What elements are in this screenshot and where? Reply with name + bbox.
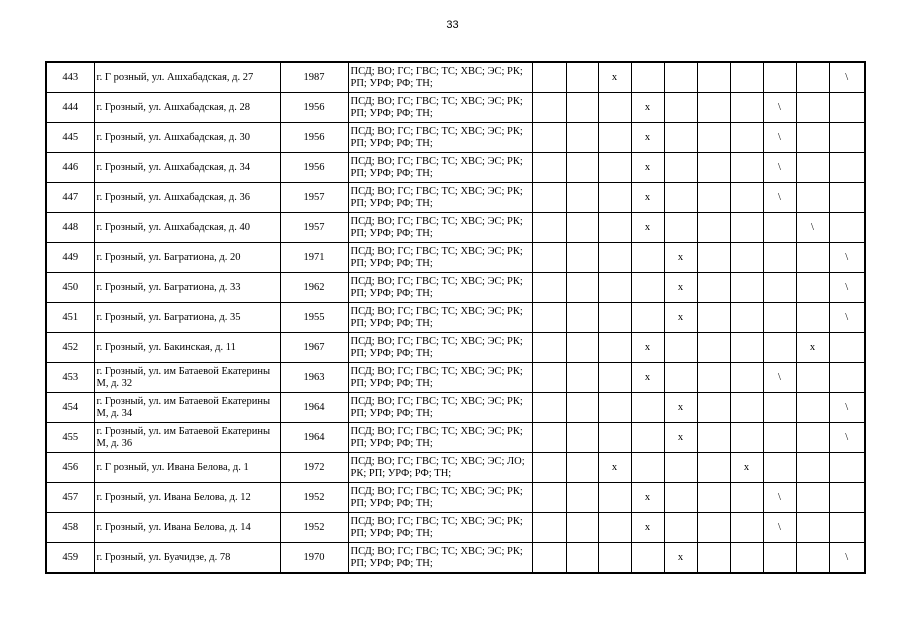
mark-cell: x — [598, 453, 631, 483]
mark-cell — [796, 93, 829, 123]
mark-cell: \ — [829, 273, 865, 303]
mark-cell — [697, 483, 730, 513]
table-row — [46, 123, 865, 153]
address-cell: г. Г розный, ул. Ивана Белова, д. 1 — [94, 453, 280, 483]
year-cell: 1956 — [280, 123, 348, 153]
mark-cell: \ — [829, 62, 865, 93]
mark-cell: x — [664, 273, 697, 303]
mark-cell — [664, 213, 697, 243]
mark-cell — [829, 483, 865, 513]
mark-cell — [763, 453, 796, 483]
mark-cell — [796, 243, 829, 273]
mark-cell — [730, 393, 763, 423]
mark-cell — [598, 423, 631, 453]
mark-cell: x — [631, 363, 664, 393]
mark-cell — [730, 423, 763, 453]
mark-cell — [566, 483, 598, 513]
mark-cell: x — [796, 333, 829, 363]
mark-cell — [566, 183, 598, 213]
mark-cell — [829, 363, 865, 393]
mark-cell — [796, 513, 829, 543]
mark-cell — [763, 423, 796, 453]
mark-cell — [697, 363, 730, 393]
mark-cell — [664, 153, 697, 183]
mark-cell — [697, 543, 730, 574]
address-cell: г. Грозный, ул. Ивана Белова, д. 14 — [94, 513, 280, 543]
mark-cell — [664, 333, 697, 363]
address-cell: г. Грозный, ул. им Батаевой Екатерины М, д. 32 — [94, 363, 280, 393]
table-row — [46, 483, 865, 513]
housing-register-table — [45, 61, 866, 574]
year-cell: 1987 — [280, 62, 348, 93]
address-cell: г. Грозный, ул. Ашхабадская, д. 28 — [94, 93, 280, 123]
services-cell: ПСД; ВО; ГС; ГВС; ТС; ХВС; ЭС; РК; РП; УРФ; РФ; ТН; — [348, 333, 532, 363]
mark-cell: \ — [829, 243, 865, 273]
address-cell: г. Г розный, ул. Ашхабадская, д. 27 — [94, 62, 280, 93]
mark-cell — [763, 243, 796, 273]
row-number-cell: 444 — [46, 93, 94, 123]
mark-cell — [697, 153, 730, 183]
mark-cell — [598, 363, 631, 393]
mark-cell — [796, 483, 829, 513]
mark-cell — [566, 453, 598, 483]
mark-cell — [598, 333, 631, 363]
year-cell: 1964 — [280, 423, 348, 453]
row-number-cell: 459 — [46, 543, 94, 574]
mark-cell: \ — [763, 93, 796, 123]
mark-cell — [730, 333, 763, 363]
mark-cell — [796, 183, 829, 213]
table-row — [46, 393, 865, 423]
mark-cell — [730, 153, 763, 183]
mark-cell — [631, 423, 664, 453]
year-cell: 1970 — [280, 543, 348, 574]
mark-cell — [532, 363, 566, 393]
mark-cell — [664, 483, 697, 513]
row-number-cell: 454 — [46, 393, 94, 423]
mark-cell — [697, 423, 730, 453]
mark-cell — [598, 93, 631, 123]
row-number-cell: 445 — [46, 123, 94, 153]
mark-cell — [532, 423, 566, 453]
row-number-cell: 448 — [46, 213, 94, 243]
row-number-cell: 449 — [46, 243, 94, 273]
mark-cell: \ — [829, 393, 865, 423]
row-number-cell: 457 — [46, 483, 94, 513]
row-number-cell: 458 — [46, 513, 94, 543]
mark-cell: x — [631, 483, 664, 513]
table-row — [46, 513, 865, 543]
mark-cell: x — [598, 62, 631, 93]
row-number-cell: 455 — [46, 423, 94, 453]
services-cell: ПСД; ВО; ГС; ГВС; ТС; ХВС; ЭС; РК; РП; УРФ; РФ; ТН; — [348, 483, 532, 513]
address-cell: г. Грозный, ул. им Батаевой Екатерины М, д. 34 — [94, 393, 280, 423]
mark-cell: x — [631, 183, 664, 213]
services-cell: ПСД; ВО; ГС; ГВС; ТС; ХВС; ЭС; РК; РП; УРФ; РФ; ТН; — [348, 153, 532, 183]
mark-cell — [730, 543, 763, 574]
mark-cell — [796, 62, 829, 93]
mark-cell — [763, 543, 796, 574]
mark-cell: x — [664, 393, 697, 423]
mark-cell: \ — [796, 213, 829, 243]
table-row — [46, 243, 865, 273]
mark-cell: \ — [763, 513, 796, 543]
mark-cell — [598, 543, 631, 574]
mark-cell: x — [730, 453, 763, 483]
address-cell: г. Грозный, ул. Ашхабадская, д. 40 — [94, 213, 280, 243]
year-cell: 1964 — [280, 393, 348, 423]
mark-cell — [763, 273, 796, 303]
mark-cell — [763, 303, 796, 333]
year-cell: 1952 — [280, 513, 348, 543]
page-number: 33 — [446, 19, 459, 31]
year-cell: 1957 — [280, 183, 348, 213]
mark-cell — [598, 153, 631, 183]
mark-cell — [631, 273, 664, 303]
mark-cell — [532, 513, 566, 543]
mark-cell — [730, 123, 763, 153]
mark-cell — [697, 123, 730, 153]
mark-cell: x — [631, 333, 664, 363]
mark-cell — [532, 273, 566, 303]
mark-cell: \ — [829, 423, 865, 453]
mark-cell — [796, 123, 829, 153]
table-row — [46, 453, 865, 483]
mark-cell — [730, 363, 763, 393]
mark-cell — [566, 213, 598, 243]
mark-cell — [532, 483, 566, 513]
mark-cell — [697, 303, 730, 333]
row-number-cell: 450 — [46, 273, 94, 303]
mark-cell — [532, 303, 566, 333]
mark-cell: x — [631, 213, 664, 243]
address-cell: г. Грозный, ул. Багратиона, д. 35 — [94, 303, 280, 333]
mark-cell — [532, 543, 566, 574]
table-row — [46, 183, 865, 213]
mark-cell — [631, 62, 664, 93]
mark-cell — [730, 93, 763, 123]
table-row — [46, 273, 865, 303]
address-cell: г. Грозный, ул. Буачидзе, д. 78 — [94, 543, 280, 574]
mark-cell — [829, 513, 865, 543]
mark-cell — [566, 363, 598, 393]
mark-cell — [598, 243, 631, 273]
mark-cell: \ — [763, 153, 796, 183]
mark-cell — [697, 93, 730, 123]
mark-cell — [532, 453, 566, 483]
mark-cell — [566, 393, 598, 423]
mark-cell — [796, 393, 829, 423]
mark-cell: x — [631, 153, 664, 183]
mark-cell — [566, 513, 598, 543]
mark-cell — [697, 213, 730, 243]
mark-cell — [598, 213, 631, 243]
mark-cell: \ — [763, 183, 796, 213]
mark-cell — [763, 333, 796, 363]
table-row — [46, 363, 865, 393]
mark-cell — [566, 123, 598, 153]
table-row — [46, 62, 865, 93]
services-cell: ПСД; ВО; ГС; ГВС; ТС; ХВС; ЭС; ЛО; РК; РП; УРФ; РФ; ТН; — [348, 453, 532, 483]
year-cell: 1956 — [280, 93, 348, 123]
mark-cell — [664, 513, 697, 543]
services-cell: ПСД; ВО; ГС; ГВС; ТС; ХВС; ЭС; РК; РП; УРФ; РФ; ТН; — [348, 513, 532, 543]
mark-cell — [598, 393, 631, 423]
address-cell: г. Грозный, ул. Ивана Белова, д. 12 — [94, 483, 280, 513]
address-cell: г. Грозный, ул. Ашхабадская, д. 36 — [94, 183, 280, 213]
address-cell: г. Грозный, ул. Ашхабадская, д. 34 — [94, 153, 280, 183]
mark-cell — [664, 363, 697, 393]
mark-cell — [532, 183, 566, 213]
mark-cell: \ — [829, 543, 865, 574]
mark-cell — [631, 453, 664, 483]
mark-cell — [730, 62, 763, 93]
mark-cell — [730, 243, 763, 273]
mark-cell — [730, 483, 763, 513]
mark-cell — [697, 183, 730, 213]
services-cell: ПСД; ВО; ГС; ГВС; ТС; ХВС; ЭС; РК; РП; УРФ; РФ; ТН; — [348, 423, 532, 453]
mark-cell — [598, 513, 631, 543]
mark-cell — [697, 513, 730, 543]
mark-cell — [532, 153, 566, 183]
mark-cell — [532, 333, 566, 363]
row-number-cell: 447 — [46, 183, 94, 213]
year-cell: 1952 — [280, 483, 348, 513]
year-cell: 1962 — [280, 273, 348, 303]
mark-cell — [796, 453, 829, 483]
mark-cell: \ — [763, 363, 796, 393]
year-cell: 1967 — [280, 333, 348, 363]
services-cell: ПСД; ВО; ГС; ГВС; ТС; ХВС; ЭС; РК; РП; УРФ; РФ; ТН; — [348, 213, 532, 243]
table-row — [46, 543, 865, 574]
year-cell: 1957 — [280, 213, 348, 243]
mark-cell — [796, 153, 829, 183]
row-number-cell: 452 — [46, 333, 94, 363]
services-cell: ПСД; ВО; ГС; ГВС; ТС; ХВС; ЭС; РК; РП; УРФ; РФ; ТН; — [348, 273, 532, 303]
services-cell: ПСД; ВО; ГС; ГВС; ТС; ХВС; ЭС; РК; РП; УРФ; РФ; ТН; — [348, 393, 532, 423]
services-cell: ПСД; ВО; ГС; ГВС; ТС; ХВС; ЭС; РК; РП; УРФ; РФ; ТН; — [348, 93, 532, 123]
mark-cell — [664, 123, 697, 153]
mark-cell — [829, 183, 865, 213]
row-number-cell: 443 — [46, 62, 94, 93]
mark-cell — [566, 273, 598, 303]
mark-cell — [697, 243, 730, 273]
address-cell: г. Грозный, ул. Багратиона, д. 33 — [94, 273, 280, 303]
mark-cell — [730, 273, 763, 303]
mark-cell — [664, 62, 697, 93]
mark-cell: x — [664, 303, 697, 333]
mark-cell — [697, 333, 730, 363]
mark-cell — [763, 393, 796, 423]
mark-cell — [763, 213, 796, 243]
table-row — [46, 333, 865, 363]
services-cell: ПСД; ВО; ГС; ГВС; ТС; ХВС; ЭС; РК; РП; УРФ; РФ; ТН; — [348, 243, 532, 273]
mark-cell — [697, 62, 730, 93]
mark-cell: x — [664, 543, 697, 574]
mark-cell — [566, 153, 598, 183]
mark-cell — [829, 123, 865, 153]
mark-cell — [598, 123, 631, 153]
year-cell: 1963 — [280, 363, 348, 393]
mark-cell — [697, 273, 730, 303]
table-row — [46, 423, 865, 453]
mark-cell — [598, 303, 631, 333]
year-cell: 1955 — [280, 303, 348, 333]
table-row — [46, 153, 865, 183]
mark-cell: \ — [829, 303, 865, 333]
mark-cell — [532, 393, 566, 423]
services-cell: ПСД; ВО; ГС; ГВС; ТС; ХВС; ЭС; РК; РП; УРФ; РФ; ТН; — [348, 62, 532, 93]
mark-cell — [730, 213, 763, 243]
mark-cell: x — [664, 423, 697, 453]
mark-cell — [730, 513, 763, 543]
mark-cell — [566, 62, 598, 93]
mark-cell — [730, 303, 763, 333]
mark-cell — [566, 243, 598, 273]
mark-cell — [566, 93, 598, 123]
table-body — [46, 62, 865, 573]
mark-cell — [763, 62, 796, 93]
address-cell: г. Грозный, ул. Ашхабадская, д. 30 — [94, 123, 280, 153]
mark-cell — [697, 453, 730, 483]
mark-cell: x — [664, 243, 697, 273]
mark-cell — [631, 303, 664, 333]
mark-cell — [829, 333, 865, 363]
year-cell: 1971 — [280, 243, 348, 273]
mark-cell — [829, 153, 865, 183]
mark-cell — [532, 243, 566, 273]
mark-cell — [566, 423, 598, 453]
mark-cell: \ — [763, 123, 796, 153]
table-row — [46, 93, 865, 123]
mark-cell — [532, 62, 566, 93]
mark-cell — [796, 273, 829, 303]
address-cell: г. Грозный, ул. Бакинская, д. 11 — [94, 333, 280, 363]
mark-cell — [631, 243, 664, 273]
year-cell: 1972 — [280, 453, 348, 483]
mark-cell — [566, 303, 598, 333]
services-cell: ПСД; ВО; ГС; ГВС; ТС; ХВС; ЭС; РК; РП; УРФ; РФ; ТН; — [348, 123, 532, 153]
row-number-cell: 451 — [46, 303, 94, 333]
services-cell: ПСД; ВО; ГС; ГВС; ТС; ХВС; ЭС; РК; РП; УРФ; РФ; ТН; — [348, 543, 532, 574]
mark-cell: \ — [763, 483, 796, 513]
mark-cell — [796, 543, 829, 574]
mark-cell — [829, 453, 865, 483]
mark-cell — [664, 453, 697, 483]
mark-cell — [796, 303, 829, 333]
services-cell: ПСД; ВО; ГС; ГВС; ТС; ХВС; ЭС; РК; РП; УРФ; РФ; ТН; — [348, 183, 532, 213]
mark-cell: x — [631, 93, 664, 123]
table-row — [46, 303, 865, 333]
mark-cell — [796, 363, 829, 393]
mark-cell: x — [631, 123, 664, 153]
mark-cell — [697, 393, 730, 423]
row-number-cell: 446 — [46, 153, 94, 183]
address-cell: г. Грозный, ул. им Батаевой Екатерины М, д. 36 — [94, 423, 280, 453]
address-cell: г. Грозный, ул. Багратиона, д. 20 — [94, 243, 280, 273]
row-number-cell: 453 — [46, 363, 94, 393]
table-row — [46, 213, 865, 243]
mark-cell — [532, 213, 566, 243]
services-cell: ПСД; ВО; ГС; ГВС; ТС; ХВС; ЭС; РК; РП; УРФ; РФ; ТН; — [348, 303, 532, 333]
mark-cell: x — [631, 513, 664, 543]
mark-cell — [829, 213, 865, 243]
mark-cell — [532, 123, 566, 153]
mark-cell — [631, 543, 664, 574]
mark-cell — [730, 183, 763, 213]
mark-cell — [532, 93, 566, 123]
mark-cell — [631, 393, 664, 423]
mark-cell — [664, 93, 697, 123]
year-cell: 1956 — [280, 153, 348, 183]
mark-cell — [598, 183, 631, 213]
services-cell: ПСД; ВО; ГС; ГВС; ТС; ХВС; ЭС; РК; РП; УРФ; РФ; ТН; — [348, 363, 532, 393]
mark-cell — [598, 273, 631, 303]
mark-cell — [664, 183, 697, 213]
mark-cell — [566, 333, 598, 363]
mark-cell — [796, 423, 829, 453]
mark-cell — [829, 93, 865, 123]
row-number-cell: 456 — [46, 453, 94, 483]
mark-cell — [566, 543, 598, 574]
mark-cell — [598, 483, 631, 513]
